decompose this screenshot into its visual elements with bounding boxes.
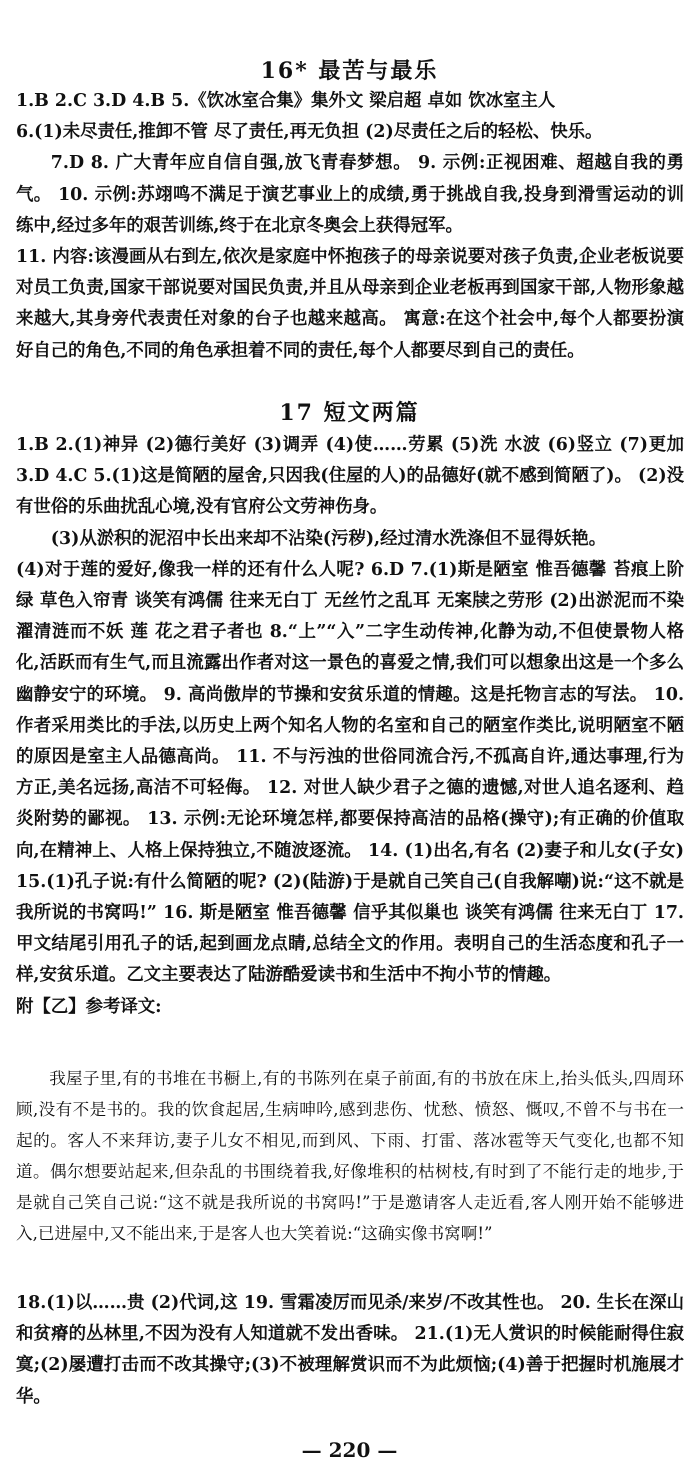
section-17-tail [16, 1288, 684, 1413]
answer-line: 11. 内容:该漫画从右到左,依次是家庭中怀抱孩子的母亲说要对孩子负责,企业老板说要对员工负责,国家干部说要对国民负责,并且从母亲到企业老板再到国家干部,人物形象越来越大,其身旁代表责任对象的台子也越来越高。 寓意:在这个社会中,每个人都要扮演好自己的角色,不同的角色承担着不同的责任,每个人都要尽到自己的责任。 [16, 247, 684, 361]
answer-line: 7.D 8. 广大青年应自信自强,放飞青春梦想。 9. 示例:正视困难、超越自我的勇气。 10. 示例:苏翊鸣不满足于演艺事业上的成绩,勇于挑战自我,投身到滑雪运动的训练中,经过多年的艰苦训练,终于在北京冬奥会上获得冠军。 [16, 153, 684, 236]
answer-line: (4)对于莲的爱好,像我一样的还有什么人呢? 6.D 7.(1)斯是陋室 惟吾德馨 苔痕上阶绿 草色入帘青 谈笑有鸿儒 往来无白丁 无丝竹之乱耳 无案牍之劳形 (2)出淤泥而不染 濯清涟而不妖 莲 花之君子者也 8.“上”“入”二字生动传神,化静为动,不但使景物人格化,活跃而有生气,而且流露出作者对这一景色的喜爱之情,我们可以想象出这是一个多么幽静安宁的环境。 9. 高尚傲岸的节操和安贫乐道的情趣。这是托物言志的写法。 10. 作者采用类比的手法,以历史上两个知名人物的名室和自己的陋室作类比,说明陋室不陋的原因是室主人品德高尚。 11. 不与污浊的世俗同流合污,不孤高自许,通达事理,行为方正,美名远扬,高洁不可轻侮。 12. 对世人缺少君子之德的遗憾,对世人追名逐利、趋炎附势的鄙视。 13. 示例:无论环境怎样,都要保持高洁的品格(操守);有正确的价值取向,在精神上、人格上保持独立,不随波逐流。 14. (1)出名,有名 (2)妻子和儿女(子女) 15.(1)孔子说:有什么简陋的呢? (2)(陆游)于是就自己笑自己(自我解嘲)说:“这不就是我所说的书窝吗!” 16. 斯是陋室 惟吾德馨 信乎其似巢也 谈笑有鸿儒 往来无白丁 17. 甲文结尾引用孔子的话,起到画龙点睛,总结全文的作用。表明自己的生活态度和孔子一样,安贫乐道。乙文主要表达了陆游酷爱读书和生活中不拘小节的情趣。 [16, 559, 684, 986]
section-17-body [16, 430, 684, 1023]
section-17-title: 17 短文两篇 [279, 400, 420, 426]
section-16-title: 16* 最苦与最乐 [260, 58, 439, 84]
answer-line: (3)从淤积的泥沼中长出来却不沾染(污秽),经过清水洗涤但不显得妖艳。 [50, 528, 607, 549]
answer-line: 1.B 2.C 3.D 4.B 5.《饮冰室合集》集外文 梁启超 卓如 饮冰室主人 [16, 91, 556, 111]
answer-line: 18.(1)以……贵 (2)代词,这 19. 雪霜凌厉而见杀/来岁/不改其性也。 20. 生长在深山和贫瘠的丛林里,不因为没有人知道就不发出香味。 21.(1)无人赏识的时候能耐得住寂寞;(2)屡遭打击而不改其操守;(3)不被理解赏识而不为此烦恼;(4)善于把握时机施展才华。 [16, 1293, 684, 1407]
answer-line: 6.(1)未尽责任,推卸不管 尽了责任,再无负担 (2)尽责任之后的轻松、快乐。 [16, 122, 603, 143]
appendix-label: 附【乙】参考译文: [16, 996, 162, 1017]
page-number: — 220 — [301, 1438, 398, 1462]
translation-block [16, 1063, 684, 1249]
section-16-body [16, 86, 684, 367]
answer-line: 1.B 2.(1)神异 (2)德行美好 (3)调弄 (4)使……劳累 (5)洗 水波 (6)竖立 (7)更加 3.D 4.C 5.(1)这是简陋的屋舍,只因我(住屋的人)的品德好(就不感到简陋了)。 (2)没有世俗的乐曲扰乱心境,没有官府公文劳神伤身。 [16, 435, 684, 518]
translation-text: 我屋子里,有的书堆在书橱上,有的书陈列在桌子前面,有的书放在床上,抬头低头,四周环顾,没有不是书的。我的饮食起居,生病呻吟,感到悲伤、忧愁、愤怒、慨叹,不曾不与书在一起的。客人不来拜访,妻子儿女不相见,而到风、下雨、打雷、落冰雹等天气变化,也都不知道。偶尔想要站起来,但杂乱的书围绕着我,好像堆积的枯树枝,有时到了不能行走的地步,于是就自己笑自己说:“这不就是我所说的书窝吗!”于是邀请客人走近看,客人刚开始不能够进入,已进屋中,又不能出来,于是客人也大笑着说:“这确实像书窝啊!” [16, 1069, 684, 1243]
